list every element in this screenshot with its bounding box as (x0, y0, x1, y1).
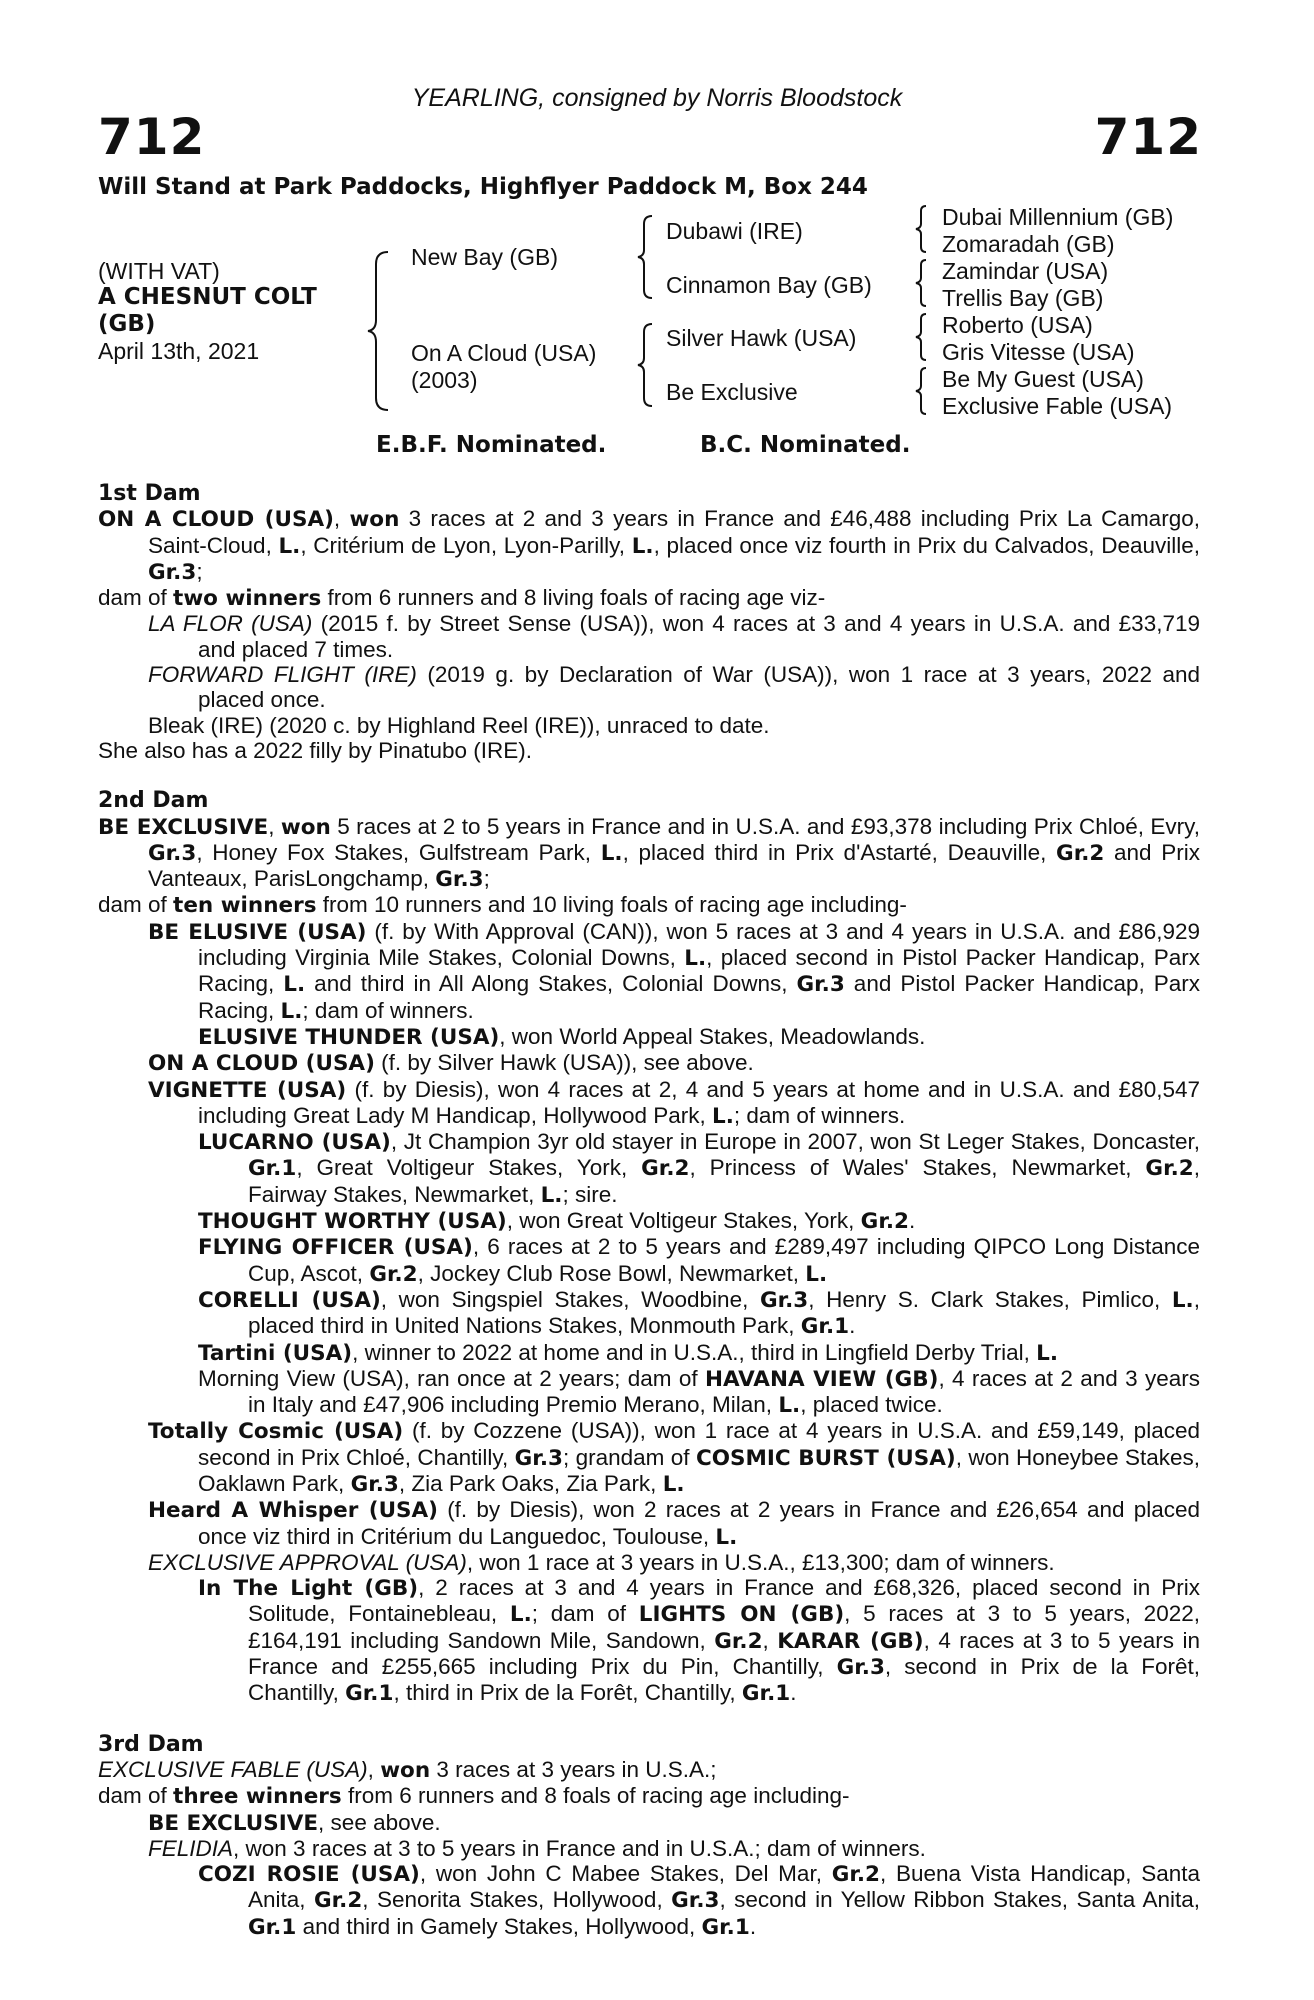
pedigree-brace-g1 (914, 204, 928, 254)
entry-be-exclusive: BE EXCLUSIVE, see above. (148, 1809, 441, 1836)
produce-forward-flight: FORWARD FLIGHT (IRE) (2019 g. by Declaration of War (USA)), won 1 race at 3 years, 2022 and placed once. (148, 662, 1200, 713)
pedigree-g1: Dubai Millennium (GB) (942, 204, 1174, 230)
entry-lucarno: LUCARNO (USA), Jt Champion 3yr old stayer in Europe in 2007, won St Leger Stakes, Doncaster, Gr.1, Great Voltigeur Stakes, York, Gr.2, Princess of Wales' Stakes, Newmarket, Gr.2, Fairway Stakes, Newmarket, L.; sire. (198, 1129, 1201, 1208)
pedigree-brace-dam (636, 322, 654, 408)
horse-name: A CHESNUT COLT (98, 284, 317, 310)
horse-origin: (GB) (98, 311, 156, 337)
stand-location: Will Stand at Park Paddocks, Highflyer Paddock M, Box 244 (98, 174, 868, 200)
entry-tartini: Tartini (USA), winner to 2022 at home and in U.S.A., third in Lingfield Derby Trial, L. (198, 1339, 1059, 1366)
first-dam-paragraph: ON A CLOUD (USA), won 3 races at 2 and 3 years in France and £46,488 including Prix La Camargo, Saint-Cloud, L., Critérium de Lyon, Lyon-Parilly, L., placed once viz fourth in Prix du Calvados, Deauville, Gr.3; (98, 506, 1200, 585)
second-dam-heading: 2nd Dam (98, 788, 209, 814)
pedigree-g2: Zomaradah (GB) (942, 231, 1115, 257)
pedigree-g8: Exclusive Fable (USA) (942, 393, 1173, 419)
consignment-line: YEARLING, consigned by Norris Bloodstock (411, 84, 903, 112)
entry-corelli: CORELLI (USA), won Singspiel Stakes, Woodbine, Gr.3, Henry S. Clark Stakes, Pimlico, L., placed third in United Nations Stakes, Monmouth Park, Gr.1. (198, 1286, 1200, 1340)
entry-cozi-rosie: COZI ROSIE (USA), won John C Mabee Stakes, Del Mar, Gr.2, Buena Vista Handicap, Santa Anita, Gr.2, Senorita Stakes, Hollywood, Gr.3, second in Yellow Ribbon Stakes, Santa Anita, Gr.1 and third in Gamely Stakes, Hollywood, Gr.1. (198, 1861, 1201, 1940)
pedigree-g7: Be My Guest (USA) (942, 366, 1144, 392)
entry-vignette: VIGNETTE (USA) (f. by Diesis), won 4 races at 2, 4 and 5 years at home and in U.S.A. and £80,547 including Great Lady M Handicap, Hollywood Park, L.; dam of winners. (148, 1076, 1200, 1129)
entry-flying-officer: FLYING OFFICER (USA), 6 races at 2 to 5 years and £289,497 including QIPCO Long Distance Cup, Ascot, Gr.2, Jockey Club Rose Bowl, Newmarket, L. (198, 1234, 1200, 1287)
pedigree-dam-dam: Be Exclusive (666, 379, 798, 405)
entry-on-a-cloud: ON A CLOUD (USA) (f. by Silver Hawk (USA)), see above. (148, 1050, 754, 1077)
produce-record (98, 481, 1200, 1940)
pedigree-sire-sire: Dubawi (IRE) (666, 218, 803, 244)
lot-number-right: 712 (1094, 108, 1202, 166)
entry-exclusive-approval: EXCLUSIVE APPROVAL (USA), won 1 race at 3 years in U.S.A., £13,300; dam of winners. (148, 1549, 1055, 1575)
pedigree-brace-g3 (914, 312, 928, 362)
entry-felidia: FELIDIA, won 3 races at 3 to 5 years in France and in U.S.A.; dam of winners. (148, 1835, 926, 1861)
pedigree-brace-g4 (914, 366, 928, 416)
pedigree-brace-main (366, 250, 390, 412)
entry-elusive-thunder: ELUSIVE THUNDER (USA), won World Appeal Stakes, Meadowlands. (198, 1023, 926, 1050)
first-dam-heading: 1st Dam (98, 481, 201, 506)
pedigree-g3: Zamindar (USA) (942, 258, 1109, 284)
third-dam-heading: 3rd Dam (98, 1731, 204, 1757)
entry-heard-a-whisper: Heard A Whisper (USA) (f. by Diesis), won 2 races at 2 years in France and £26,654 and placed once viz third in Critérium du Languedoc, Toulouse, L. (148, 1497, 1201, 1550)
third-dam-produce-summary: dam of three winners from 6 runners and 8 foals of racing age including- (98, 1783, 850, 1810)
entry-in-the-light: In The Light (GB), 2 races at 3 and 4 years in France and £68,326, placed second in Prix Solitude, Fontainebleau, L.; dam of LIGHTS ON (GB), 5 races at 3 to 5 years, 2022, £164,191 including Sandown Mile, Sandown, Gr.2, KARAR (GB), 4 races at 3 to 5 years in France and £255,665 including Prix du Pin, Chantilly, Gr.3, second in Prix de la Forêt, Chantilly, Gr.1, third in Prix de la Forêt, Chantilly, Gr.1. (198, 1575, 1200, 1707)
pedigree-sire: New Bay (GB) (411, 244, 558, 270)
second-dam-produce-summary: dam of ten winners from 10 runners and 10 living foals of racing age including- (98, 892, 907, 919)
produce-2022-filly: She also has a 2022 filly by Pinatubo (IRE). (98, 737, 532, 763)
bc-nomination: B.C. Nominated. (700, 432, 911, 458)
pedigree-sire-dam: Cinnamon Bay (GB) (666, 272, 872, 298)
pedigree-g5: Roberto (USA) (942, 312, 1093, 338)
pedigree-brace-g2 (914, 258, 928, 308)
foaling-date: April 13th, 2021 (98, 338, 260, 364)
produce-bleak: Bleak (IRE) (2020 c. by Highland Reel (IRE)), unraced to date. (148, 712, 770, 738)
entry-thought-worthy: THOUGHT WORTHY (USA), won Great Voltigeur Stakes, York, Gr.2. (198, 1208, 916, 1235)
pedigree-brace-sire (636, 214, 654, 300)
ebf-nomination: E.B.F. Nominated. (376, 432, 607, 458)
entry-be-elusive: BE ELUSIVE (USA) (f. by With Approval (CAN)), won 5 races at 3 and 4 years in U.S.A. and £86,929 including Virginia Mile Stakes, Colonial Downs, L., placed second in Pistol Packer Handicap, Parx Racing, L. and third in All Along Stakes, Colonial Downs, Gr.3 and Pistol Packer Handicap, Parx Racing, L.; dam of winners. (148, 918, 1200, 1024)
pedigree-g6: Gris Vitesse (USA) (942, 339, 1135, 365)
first-dam-produce-summary: dam of two winners from 6 runners and 8 living foals of racing age viz- (98, 585, 826, 612)
pedigree-g4: Trellis Bay (GB) (942, 285, 1104, 311)
pedigree-dam-year: (2003) (411, 367, 478, 393)
pedigree-dam-sire: Silver Hawk (USA) (666, 325, 857, 351)
entry-morning-view: Morning View (USA), ran once at 2 years; dam of HAVANA VIEW (GB), 4 races at 2 and 3 years in Italy and £47,906 including Premio Merano, Milan, L., placed twice. (198, 1365, 1200, 1419)
lot-number-left: 712 (98, 108, 206, 166)
entry-totally-cosmic: Totally Cosmic (USA) (f. by Cozzene (USA)), won 1 race at 4 years in U.S.A. and £59,149, placed second in Prix Chloé, Chantilly, Gr.3; grandam of COSMIC BURST (USA), won Honeybee Stakes, Oaklawn Park, Gr.3, Zia Park Oaks, Zia Park, L. (148, 1418, 1200, 1497)
produce-la-flor: LA FLOR (USA) (2015 f. by Street Sense (USA)), won 4 races at 3 and 4 years in U.S.A. and £33,719 and placed 7 times. (148, 611, 1200, 662)
second-dam-paragraph: BE EXCLUSIVE, won 5 races at 2 to 5 years in France and in U.S.A. and £93,378 including Prix Chloé, Evry, Gr.3, Honey Fox Stakes, Gulfstream Park, L., placed third in Prix d'Astarté, Deauville, Gr.2 and Prix Vanteaux, ParisLongchamp, Gr.3; (98, 813, 1200, 893)
third-dam-paragraph: EXCLUSIVE FABLE (USA), won 3 races at 3 years in U.S.A.; (98, 1756, 717, 1783)
vat-note: (WITH VAT) (98, 258, 220, 284)
pedigree-dam: On A Cloud (USA) (411, 340, 597, 366)
